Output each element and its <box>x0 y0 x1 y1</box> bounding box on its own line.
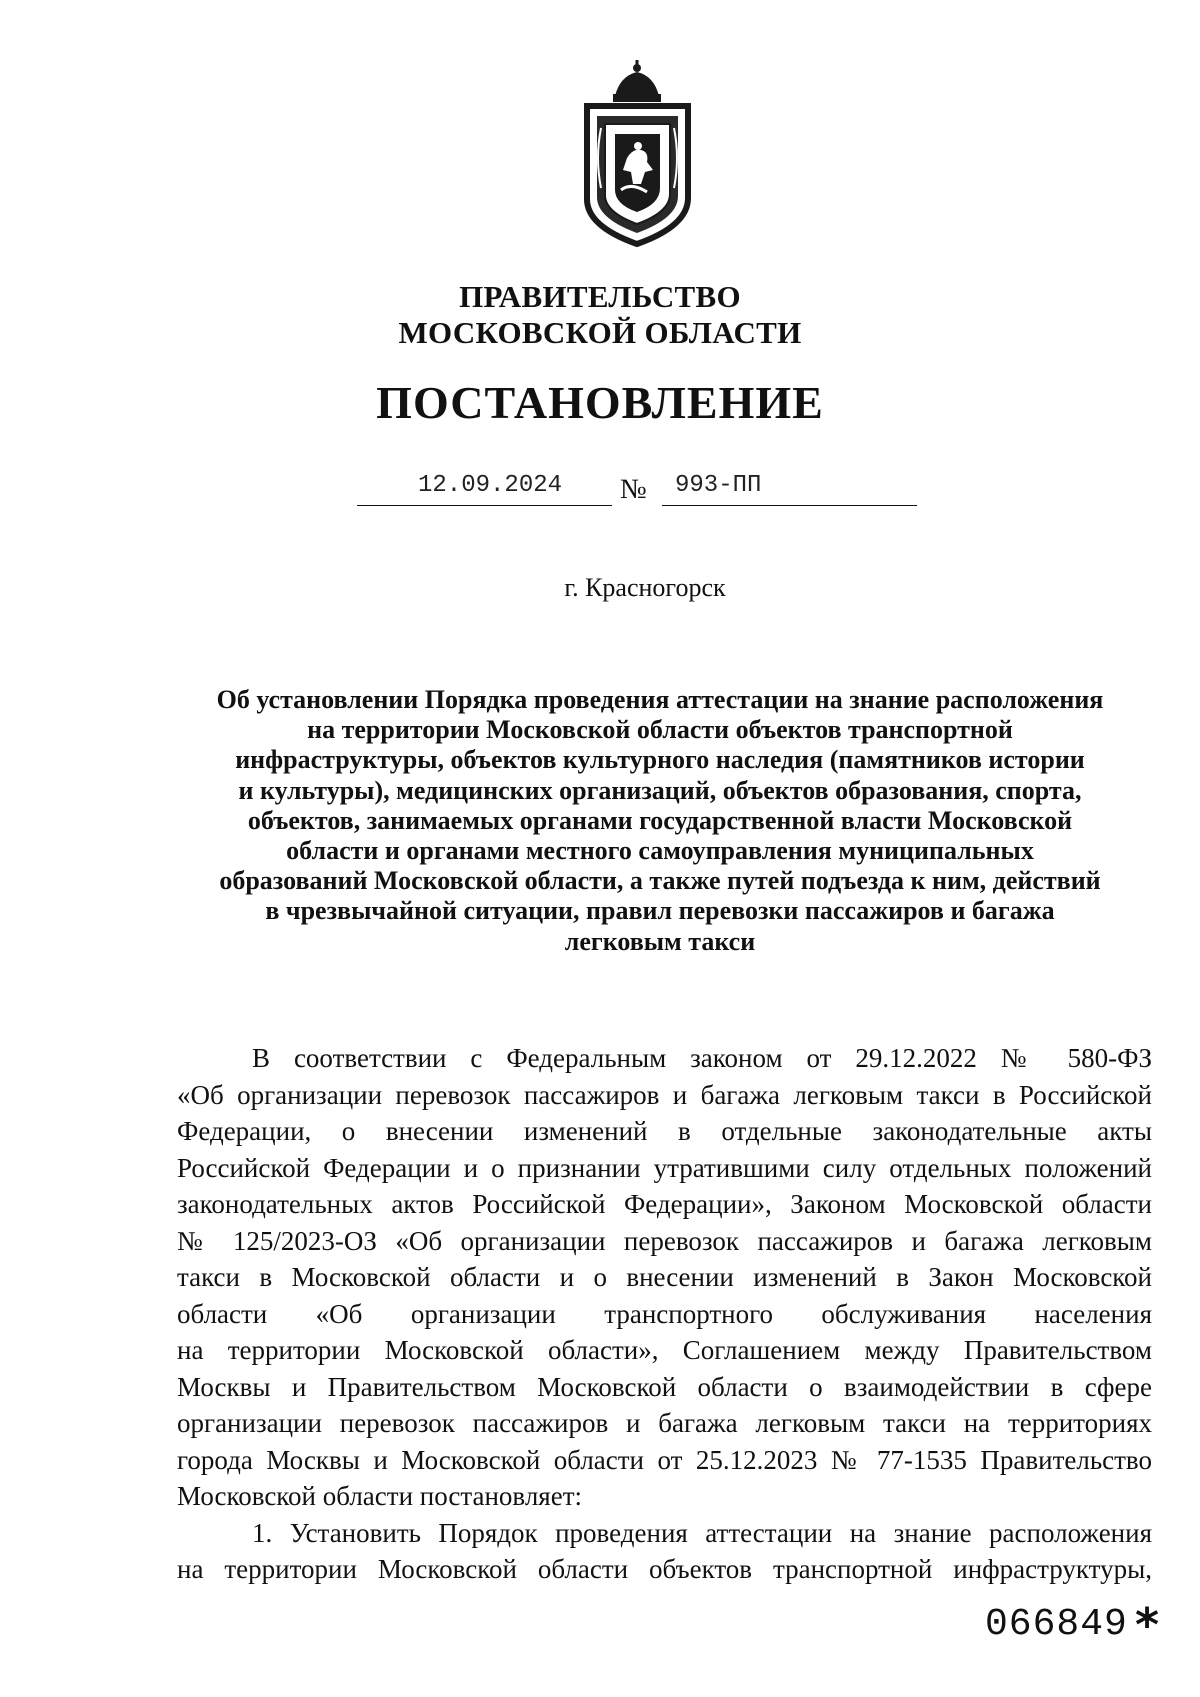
number-sign: № <box>620 474 647 505</box>
title-line: объектов, занимаемых органами государственной власти Московской <box>247 805 1073 835</box>
body-line: на территории Московской области», Соглашением между Правительством <box>177 1335 1152 1365</box>
title-line: инфраструктуры, объектов культурного наследия (памятников истории <box>235 745 1085 775</box>
body-line: законодательных актов Российской Федерации», Законом Московской области <box>177 1189 1152 1219</box>
item-line: 1. Установить Порядок проведения аттестации на знание расположения <box>252 1517 1152 1548</box>
body-line: города Москвы и Московской области от 25.12.2023 № 77-1535 Правительство <box>177 1444 1152 1475</box>
org-name-line-2: МОСКОВСКОЙ ОБЛАСТИ <box>398 315 802 350</box>
title-line: на территории Московской области объектов транспортной <box>307 715 1013 745</box>
body-line: Федерации, о внесении изменений в отдельные законодательные акты <box>177 1116 1152 1146</box>
body-line: Москвы и Правительством Московской области о взаимодействии в сфере <box>177 1371 1152 1402</box>
document-date: 12.09.2024 <box>418 472 563 499</box>
title-line: в чрезвычайной ситуации, правил перевозки пассажиров и багажа <box>265 896 1055 926</box>
coat-of-arms-icon <box>575 58 700 248</box>
title-line: области и органами местного самоуправления муниципальных <box>286 836 1034 866</box>
asterisk-icon: * <box>1135 1598 1160 1652</box>
title-line: Об установлении Порядка проведения аттестации на знание расположения <box>216 685 1104 714</box>
body-line: В соответствии с Федеральным законом от 29.12.2022 № 580-ФЗ <box>252 1043 1152 1073</box>
org-name-line-1: ПРАВИТЕЛЬСТВО <box>459 279 741 314</box>
resolution-title <box>160 685 1160 957</box>
issue-city: г. Красногорск <box>564 573 726 602</box>
item-line: на территории Московской области объектов транспортной инфраструктуры, <box>177 1554 1152 1584</box>
title-line: образований Московской области, а также путей подъезда к ним, действий <box>219 866 1101 896</box>
body-line: Московской области постановляет: <box>177 1481 582 1511</box>
serial-number: 066849 <box>985 1603 1128 1646</box>
body-line: «Об организации перевозок пассажиров и багажа легковым такси в Российской <box>177 1079 1152 1110</box>
title-line: и культуры), медицинских организаций, объектов образования, спорта, <box>238 775 1082 805</box>
body-line: такси в Московской области и о внесении изменений в Закон Московской <box>177 1262 1152 1292</box>
body-line: организации перевозок пассажиров и багажа легковым такси на территориях <box>177 1408 1152 1438</box>
title-line: легковым такси <box>564 926 756 956</box>
body-line: № 125/2023-ОЗ «Об организации перевозок пассажиров и багажа легковым <box>177 1225 1152 1256</box>
document-number: 993-ПП <box>675 472 762 499</box>
preamble-text <box>177 1040 1152 1588</box>
document-type: ПОСТАНОВЛЕНИЕ <box>376 377 824 428</box>
body-line: области «Об организации транспортного обслуживания населения <box>177 1298 1152 1329</box>
body-line: Российской Федерации и о признании утратившими силу отдельных положений <box>177 1152 1152 1183</box>
